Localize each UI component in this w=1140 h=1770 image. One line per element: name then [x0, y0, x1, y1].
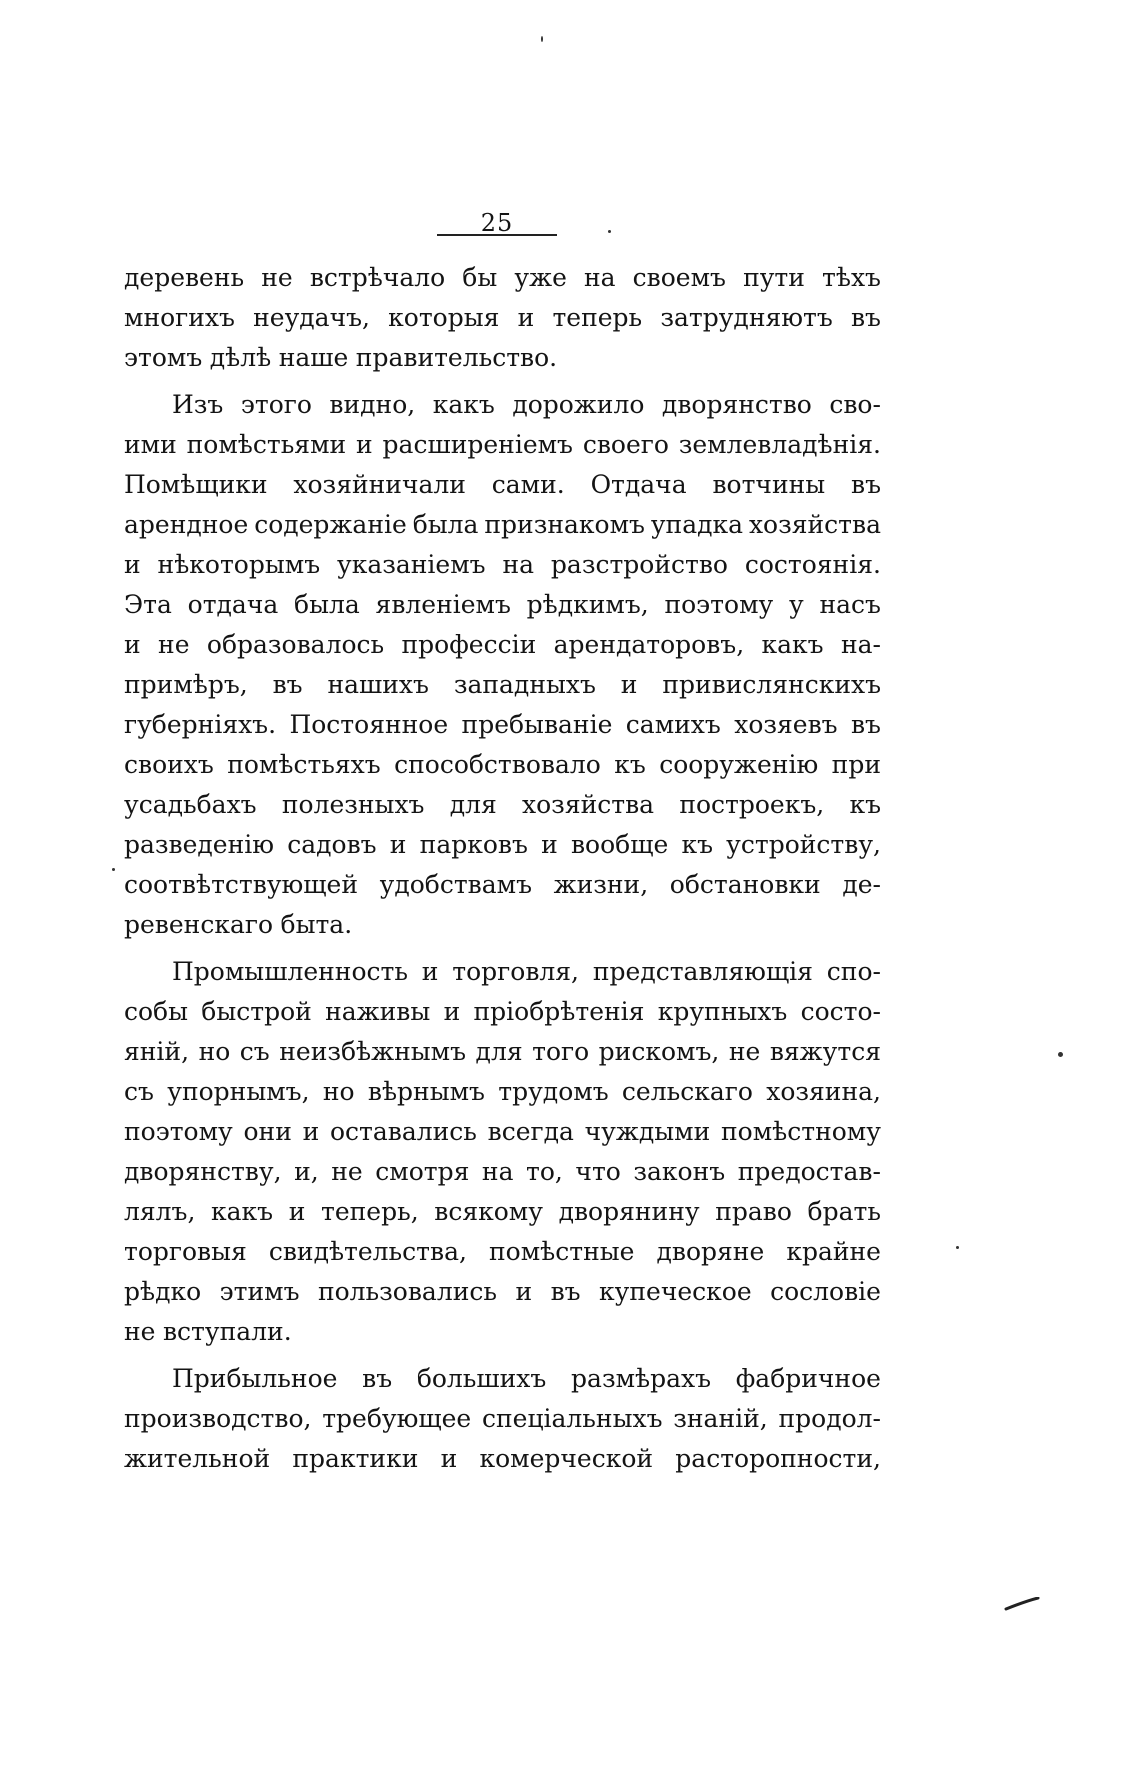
- text-line: [124, 665, 881, 705]
- word: которыя: [388, 303, 500, 332]
- word: съ: [124, 1077, 154, 1106]
- word: при: [831, 750, 881, 779]
- word: де-: [842, 870, 881, 899]
- word: сословіе: [770, 1277, 881, 1306]
- text-line: [124, 1192, 881, 1232]
- word: крупныхъ: [657, 997, 788, 1026]
- word: пользовались: [317, 1277, 497, 1306]
- word: и: [443, 997, 461, 1026]
- text-line: [124, 865, 881, 905]
- word: оставались: [329, 1117, 477, 1146]
- text-line: [124, 465, 881, 505]
- word: и: [389, 830, 407, 859]
- word: нѣкоторымъ: [157, 550, 321, 579]
- word: встрѣчало: [309, 263, 446, 292]
- word: и: [288, 1197, 306, 1226]
- word: деревень: [124, 263, 245, 292]
- word: вотчины: [712, 470, 826, 499]
- text-line: [124, 1312, 881, 1352]
- word: быта.: [280, 910, 353, 939]
- word: лялъ,: [124, 1197, 196, 1226]
- word: въ: [550, 1277, 581, 1306]
- word: разведенію: [124, 830, 275, 859]
- page-number: 25: [480, 209, 514, 237]
- word: свидѣтельства,: [268, 1237, 467, 1266]
- word: продол-: [778, 1404, 881, 1433]
- word: хозяина,: [766, 1077, 881, 1106]
- word: на: [502, 550, 535, 579]
- text-line: [124, 905, 881, 945]
- word: собы: [124, 997, 189, 1026]
- word: Помѣщики: [124, 470, 268, 499]
- word: уже: [514, 263, 567, 292]
- word: вѣрнымъ: [367, 1077, 485, 1106]
- word: этомъ: [124, 343, 203, 372]
- word: профессіи: [401, 630, 537, 659]
- word: своемъ: [632, 263, 726, 292]
- word: полезныхъ: [281, 790, 425, 819]
- word: хозяйничали: [293, 470, 466, 499]
- word: и: [440, 1444, 458, 1473]
- word: землевладѣнія.: [678, 430, 881, 459]
- word: дворянству,: [124, 1157, 282, 1186]
- word: поэтому: [664, 590, 774, 619]
- word: расторопности,: [675, 1444, 881, 1473]
- word: вступали.: [162, 1317, 292, 1346]
- word: своего: [582, 430, 669, 459]
- paragraph-gap: [124, 1352, 881, 1359]
- word: хозяевъ: [734, 710, 838, 739]
- text-line: [124, 625, 881, 665]
- word: и: [541, 830, 558, 859]
- word: пути: [743, 263, 805, 292]
- word: предостав-: [737, 1157, 881, 1186]
- word: многихъ: [124, 303, 235, 332]
- scan-speck: [608, 230, 611, 233]
- word: и: [421, 957, 439, 986]
- word: способствовало: [394, 750, 601, 779]
- word: явленіемъ: [375, 590, 511, 619]
- word: видно,: [329, 390, 416, 419]
- word: построекъ,: [679, 790, 825, 819]
- word: вяжутся: [769, 1037, 881, 1066]
- word: дворянство: [661, 390, 812, 419]
- word: какъ: [761, 630, 824, 659]
- word: разстройство: [550, 550, 728, 579]
- word: дворянину: [558, 1197, 700, 1226]
- word: трудомъ: [498, 1077, 609, 1106]
- word: у: [789, 590, 804, 619]
- word: сельскаго: [621, 1077, 753, 1106]
- word: была: [294, 590, 360, 619]
- word: содержаніе: [254, 510, 407, 539]
- text-line: [124, 385, 881, 425]
- word: къ: [614, 750, 646, 779]
- word: ревенскаго: [124, 910, 274, 939]
- word: то,: [526, 1157, 563, 1186]
- text-line: [124, 1272, 881, 1312]
- word: дорожило: [512, 390, 645, 419]
- text-line: [124, 1232, 881, 1272]
- word: не: [124, 1317, 156, 1346]
- word: арендаторовъ,: [553, 630, 745, 659]
- word: образовалось: [206, 630, 385, 659]
- scan-speck: [112, 868, 115, 871]
- word: на: [583, 263, 616, 292]
- word: смотря: [375, 1157, 470, 1186]
- word: съ: [239, 1037, 270, 1066]
- word: жизни,: [553, 870, 649, 899]
- word: для: [449, 790, 497, 819]
- text-line: [124, 425, 881, 465]
- text-line: [124, 258, 881, 298]
- word: Эта: [124, 590, 172, 619]
- word: этимъ: [219, 1277, 300, 1306]
- word: размѣрахъ: [571, 1364, 712, 1393]
- word: и: [356, 430, 373, 459]
- word: упадка: [650, 510, 744, 539]
- word: какъ: [211, 1197, 274, 1226]
- word: и: [517, 303, 535, 332]
- word: наше: [278, 343, 349, 372]
- paragraph-gap: [124, 378, 881, 385]
- word: устройству,: [726, 830, 881, 859]
- word: брать: [807, 1197, 881, 1226]
- word: не: [261, 263, 293, 292]
- word: въ: [850, 710, 881, 739]
- word: Промышленность: [172, 957, 408, 986]
- scan-speck: [1058, 1052, 1063, 1057]
- word: Отдача: [590, 470, 687, 499]
- word: сами.: [491, 470, 565, 499]
- word: неизбѣжнымъ: [279, 1037, 467, 1066]
- word: и: [124, 550, 141, 579]
- word: помѣстьяхъ: [227, 750, 381, 779]
- text-line: [124, 952, 881, 992]
- word: теперь: [552, 303, 643, 332]
- word: спо-: [826, 957, 881, 986]
- word: что: [575, 1157, 621, 1186]
- text-line: [124, 705, 881, 745]
- word: къ: [849, 790, 881, 819]
- word: дворяне: [656, 1237, 765, 1266]
- word: расширеніемъ: [382, 430, 573, 459]
- word: и: [302, 1117, 320, 1146]
- word: право: [715, 1197, 792, 1226]
- text-line: [124, 745, 881, 785]
- word: отдача: [187, 590, 279, 619]
- word: хозяйства: [522, 790, 655, 819]
- word: на-: [840, 630, 881, 659]
- word: состоянія.: [744, 550, 881, 579]
- word: нашихъ: [327, 670, 429, 699]
- word: рискомъ,: [598, 1037, 720, 1066]
- word: быстрой: [201, 997, 312, 1026]
- word: помѣстному: [721, 1117, 881, 1146]
- word: не: [728, 1037, 761, 1066]
- word: и: [515, 1277, 533, 1306]
- word: губерніяхъ.: [124, 710, 277, 739]
- word: неудачъ,: [253, 303, 370, 332]
- text-line: [124, 505, 881, 545]
- word: арендное: [124, 510, 249, 539]
- word: наживы: [325, 997, 431, 1026]
- word: и: [124, 630, 141, 659]
- word: помѣстные: [489, 1237, 635, 1266]
- word: практики: [292, 1444, 419, 1473]
- scan-speck: [956, 1246, 959, 1249]
- word: правительство.: [355, 343, 558, 372]
- page-number-rule: [437, 234, 557, 236]
- word: въ: [850, 303, 881, 332]
- word: они: [243, 1117, 292, 1146]
- word: яній,: [124, 1037, 190, 1066]
- word: рѣдкимъ,: [526, 590, 649, 619]
- word: для: [475, 1037, 523, 1066]
- word: упорнымъ,: [167, 1077, 310, 1106]
- text-line: [124, 1112, 881, 1152]
- word: торговля,: [452, 957, 580, 986]
- word: жительной: [124, 1444, 271, 1473]
- text-line: [124, 992, 881, 1032]
- text-line: [124, 825, 881, 865]
- word: но: [322, 1077, 355, 1106]
- word: рѣдко: [124, 1277, 202, 1306]
- word: на: [481, 1157, 514, 1186]
- word: помѣстьями: [186, 430, 347, 459]
- word: удобствамъ: [379, 870, 532, 899]
- word: привислянскихъ: [662, 670, 881, 699]
- word: Прибыльное: [172, 1364, 338, 1393]
- word: пребываніе: [461, 710, 613, 739]
- word: въ: [851, 470, 881, 499]
- word: теперь,: [321, 1197, 419, 1226]
- word: всегда: [487, 1117, 574, 1146]
- text-line: [124, 585, 881, 625]
- word: законъ: [633, 1157, 726, 1186]
- word: не: [331, 1157, 363, 1186]
- word: сво-: [829, 390, 881, 419]
- word: затрудняютъ: [660, 303, 833, 332]
- text-line: [124, 545, 881, 585]
- word: насъ: [819, 590, 881, 619]
- word: въ: [362, 1364, 393, 1393]
- pen-mark: [1004, 1597, 1040, 1611]
- word: знаній,: [673, 1404, 768, 1433]
- paragraph-gap: [124, 945, 881, 952]
- word: была: [412, 510, 479, 539]
- word: производство,: [124, 1404, 312, 1433]
- word: вообще: [570, 830, 669, 859]
- word: обстановки: [669, 870, 821, 899]
- text-line: [124, 1032, 881, 1072]
- word: фабричное: [735, 1364, 881, 1393]
- word: и: [620, 670, 638, 699]
- word: какъ: [432, 390, 495, 419]
- word: дѣлѣ: [209, 343, 272, 372]
- word: чуждыми: [584, 1117, 711, 1146]
- text-line: [124, 785, 881, 825]
- word: парковъ: [419, 830, 528, 859]
- word: комерческой: [479, 1444, 654, 1473]
- scan-speck: [541, 36, 543, 42]
- word: торговыя: [124, 1237, 247, 1266]
- text-line: [124, 1439, 881, 1479]
- word: требующее: [322, 1404, 472, 1433]
- text-line: [124, 1399, 881, 1439]
- word: признакомъ: [484, 510, 645, 539]
- word: садовъ: [287, 830, 377, 859]
- word: Изъ: [172, 390, 224, 419]
- text-line: [124, 1072, 881, 1112]
- word: поэтому: [124, 1117, 233, 1146]
- word: пріобрѣтенія: [473, 997, 645, 1026]
- word: не: [158, 630, 190, 659]
- word: большихъ: [416, 1364, 547, 1393]
- word: соотвѣтствующей: [124, 870, 358, 899]
- text-line: [124, 338, 881, 378]
- word: купеческое: [599, 1277, 752, 1306]
- word: тѣхъ: [822, 263, 881, 292]
- word: и,: [294, 1157, 319, 1186]
- word: состо-: [800, 997, 881, 1026]
- text-line: [124, 1152, 881, 1192]
- text-line: [124, 1359, 881, 1399]
- word: примѣръ,: [124, 670, 248, 699]
- word: Постоянное: [289, 710, 449, 739]
- word: крайне: [786, 1237, 881, 1266]
- word: къ: [681, 830, 713, 859]
- word: въ: [272, 670, 303, 699]
- word: западныхъ: [453, 670, 596, 699]
- body-text: [124, 258, 881, 1479]
- word: того: [532, 1037, 590, 1066]
- word: усадьбахъ: [124, 790, 257, 819]
- word: хозяйства: [748, 510, 881, 539]
- word: бы: [462, 263, 498, 292]
- word: спеціальныхъ: [481, 1404, 663, 1433]
- word: всякому: [434, 1197, 543, 1226]
- word: сооруженію: [659, 750, 819, 779]
- word: но: [198, 1037, 231, 1066]
- word: указаніемъ: [336, 550, 486, 579]
- word: самихъ: [625, 710, 721, 739]
- text-line: [124, 298, 881, 338]
- word: своихъ: [124, 750, 214, 779]
- word: этого: [240, 390, 312, 419]
- word: ими: [124, 430, 177, 459]
- word: представляющія: [592, 957, 813, 986]
